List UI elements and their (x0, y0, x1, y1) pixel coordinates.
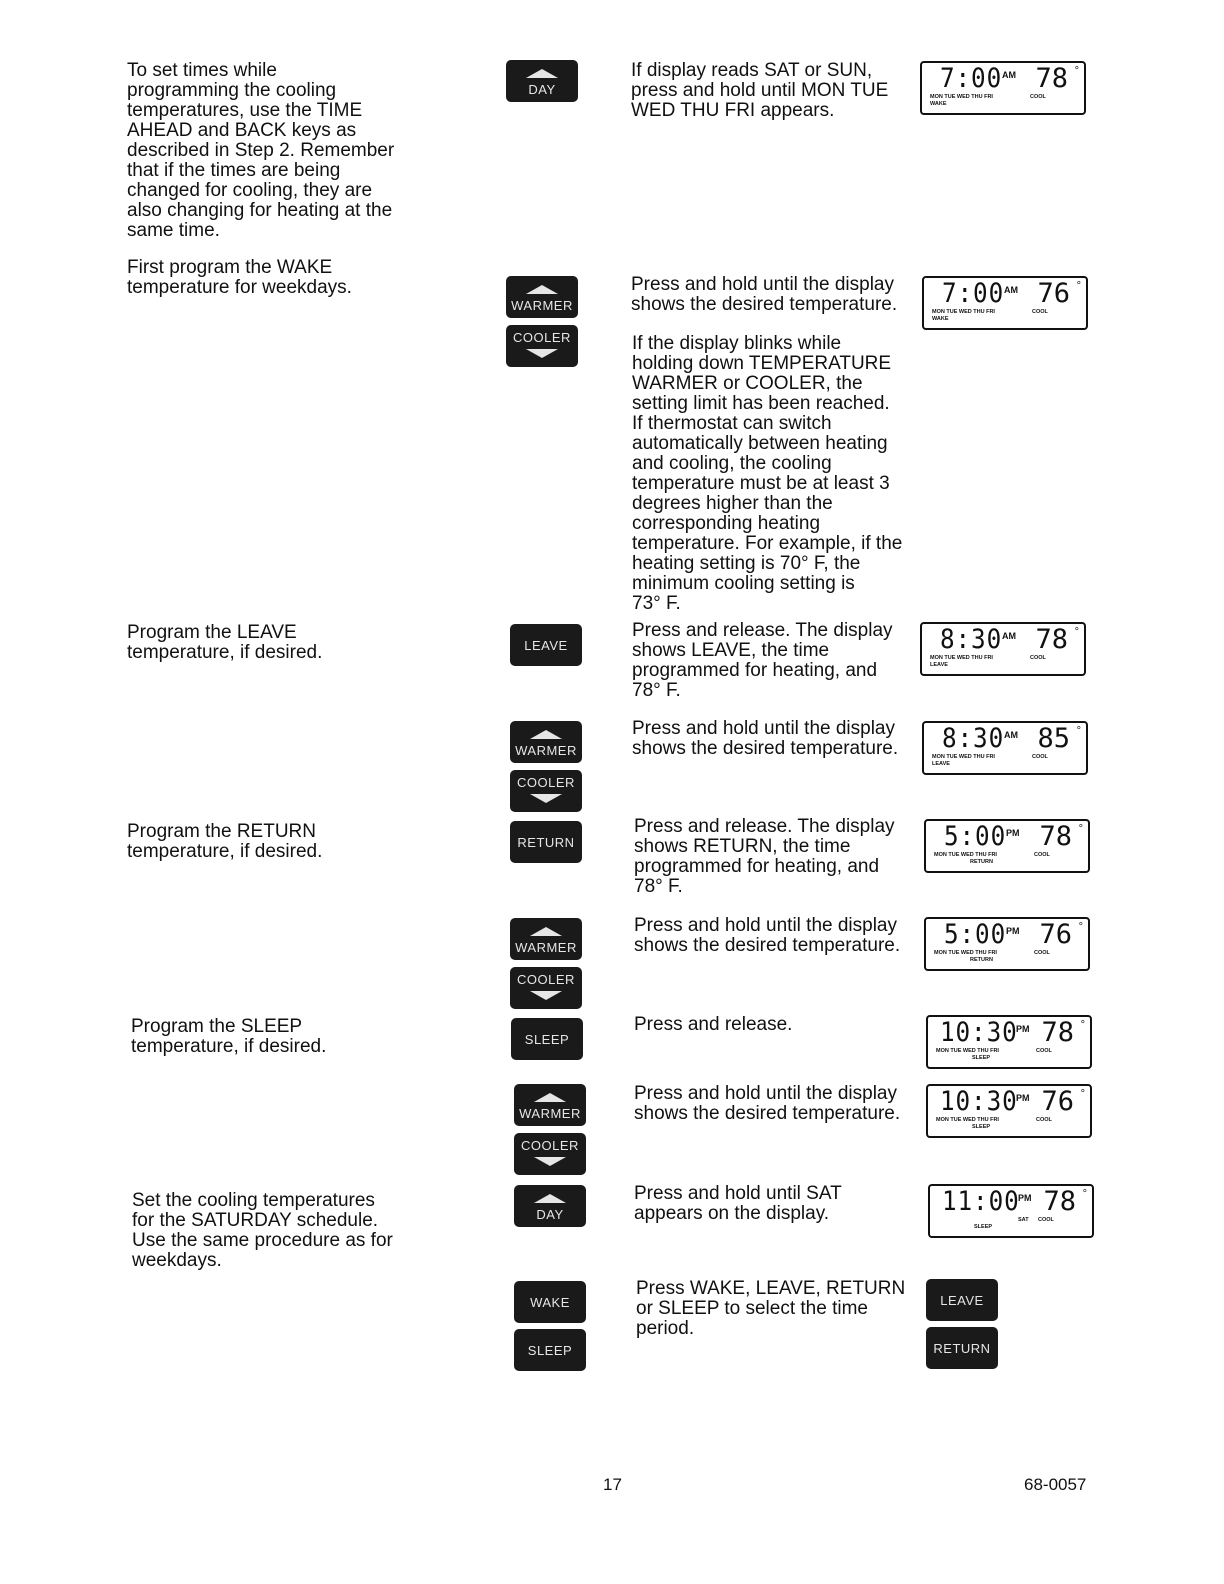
thermostat-display (920, 61, 1086, 115)
instruction-hold-temp: Press and hold until the display shows the desired temperature. (634, 1083, 901, 1124)
display-temp: 85 (1037, 723, 1070, 754)
display-time: 7:00 (942, 278, 1005, 309)
degree-icon: ° (1080, 1019, 1085, 1031)
display-temp: 76 (1041, 1086, 1074, 1117)
instruction-blink-note: If the display blinks while holding down TEMPERATURE WARMER or COOLER, the setting limit has been reached. If thermostat can switch automatically between heating and cooling, the cooling temperature must be at least 3 degrees higher than the corresponding heating temperature. For example, if the heating setting is 70° F, the minimum cooling setting is 73° F. (632, 333, 903, 614)
degree-icon: ° (1076, 280, 1081, 292)
display-time: 7:00 (940, 63, 1003, 94)
thermostat-display (924, 917, 1090, 971)
display-temp: 76 (1037, 278, 1070, 309)
display-ampm: PM (1016, 1093, 1030, 1103)
instruction-sleep: Program the SLEEP temperature, if desired. (131, 1016, 327, 1057)
wake-key: WAKE (514, 1281, 586, 1323)
display-temp: 76 (1039, 919, 1072, 950)
day-key: DAY (514, 1185, 586, 1227)
display-temp: 78 (1039, 821, 1072, 852)
display-time: 11:00 (942, 1186, 1020, 1217)
instruction-return: Program the RETURN temperature, if desired. (127, 821, 323, 862)
down-arrow-icon (530, 991, 562, 1000)
return-key: RETURN (926, 1327, 998, 1369)
display-mode: COOL (1030, 655, 1046, 661)
display-period: SLEEP (972, 1124, 991, 1130)
sleep-key: SLEEP (511, 1018, 583, 1060)
degree-icon: ° (1076, 725, 1081, 737)
instruction-leave: Program the LEAVE temperature, if desired. (127, 622, 323, 663)
display-period: WAKE (930, 101, 947, 107)
cooler-key: COOLER (510, 770, 582, 812)
up-arrow-icon (526, 285, 558, 294)
degree-icon: ° (1080, 1088, 1085, 1100)
instruction-saturday: Set the cooling temperatures for the SATURDAY schedule. Use the same procedure as for weekdays. (132, 1190, 393, 1271)
cooler-key: COOLER (510, 967, 582, 1009)
display-mode: COOL (1034, 852, 1050, 858)
thermostat-display (922, 721, 1088, 775)
instruction-hold-temp: Press and hold until the display shows the desired temperature. (632, 718, 899, 759)
degree-icon: ° (1082, 1188, 1087, 1200)
down-arrow-icon (526, 349, 558, 358)
display-days: SAT (1018, 1217, 1029, 1223)
cooler-key: COOLER (514, 1133, 586, 1175)
thermostat-display (926, 1015, 1092, 1069)
display-period: SLEEP (972, 1055, 991, 1061)
display-temp: 78 (1043, 1186, 1076, 1217)
display-time: 10:30 (940, 1017, 1018, 1048)
degree-icon: ° (1078, 823, 1083, 835)
display-period: RETURN (970, 859, 993, 865)
instruction-day-hold: If display reads SAT or SUN, press and hold until MON TUE WED THU FRI appears. (631, 60, 889, 121)
display-time: 5:00 (944, 821, 1007, 852)
display-days: MON TUE WED THU FRI (936, 1117, 999, 1123)
thermostat-display (922, 276, 1088, 330)
display-time: 10:30 (940, 1086, 1018, 1117)
display-ampm: AM (1004, 285, 1018, 295)
document-number: 68-0057 (1024, 1475, 1087, 1494)
sleep-key: SLEEP (514, 1329, 586, 1371)
thermostat-display (924, 819, 1090, 873)
display-time: 8:30 (940, 624, 1003, 655)
display-temp: 78 (1035, 63, 1068, 94)
display-period: RETURN (970, 957, 993, 963)
display-days: MON TUE WED THU FRI (932, 309, 995, 315)
display-mode: COOL (1032, 309, 1048, 315)
instruction-sleep-release: Press and release. (634, 1014, 793, 1035)
display-mode: COOL (1038, 1217, 1054, 1223)
display-days: MON TUE WED THU FRI (930, 655, 993, 661)
display-days: MON TUE WED THU FRI (934, 950, 997, 956)
warmer-key: WARMER (506, 276, 578, 318)
display-temp: 78 (1035, 624, 1068, 655)
display-days: MON TUE WED THU FRI (936, 1048, 999, 1054)
degree-icon: ° (1074, 626, 1079, 638)
degree-icon: ° (1074, 65, 1079, 77)
down-arrow-icon (534, 1157, 566, 1166)
day-key: DAY (506, 60, 578, 102)
display-ampm: PM (1006, 828, 1020, 838)
instruction-sat-hold: Press and hold until SAT appears on the display. (634, 1183, 842, 1224)
degree-icon: ° (1078, 921, 1083, 933)
warmer-key: WARMER (510, 918, 582, 960)
down-arrow-icon (530, 794, 562, 803)
up-arrow-icon (530, 927, 562, 936)
instruction-hold-temp: Press and hold until the display shows the desired temperature. (631, 274, 898, 315)
display-days: MON TUE WED THU FRI (934, 852, 997, 858)
display-temp: 78 (1041, 1017, 1074, 1048)
instruction-leave-release: Press and release. The display shows LEAVE, the time programmed for heating, and 78° F. (632, 620, 893, 701)
instruction-set-times: To set times while programming the cooling temperatures, use the TIME AHEAD and BACK keys as described in Step 2. Remember that if the times are being changed for cooling, they are also changing for heating at the same time. (127, 60, 395, 241)
warmer-key: WARMER (514, 1084, 586, 1126)
display-period: WAKE (932, 316, 949, 322)
display-ampm: PM (1016, 1024, 1030, 1034)
display-mode: COOL (1036, 1117, 1052, 1123)
thermostat-display (920, 622, 1086, 676)
page-number: 17 (603, 1475, 622, 1494)
display-period: LEAVE (932, 761, 950, 767)
instruction-wake: First program the WAKE temperature for weekdays. (127, 257, 352, 298)
display-period: SLEEP (974, 1224, 993, 1230)
instruction-hold-temp: Press and hold until the display shows the desired temperature. (634, 915, 901, 956)
display-ampm: AM (1002, 70, 1016, 80)
up-arrow-icon (534, 1194, 566, 1203)
display-mode: COOL (1030, 94, 1046, 100)
display-period: LEAVE (930, 662, 948, 668)
display-mode: COOL (1034, 950, 1050, 956)
display-ampm: PM (1018, 1193, 1032, 1203)
cooler-key: COOLER (506, 325, 578, 367)
return-key: RETURN (510, 821, 582, 863)
display-time: 5:00 (944, 919, 1007, 950)
display-time: 8:30 (942, 723, 1005, 754)
display-mode: COOL (1032, 754, 1048, 760)
display-days: MON TUE WED THU FRI (932, 754, 995, 760)
up-arrow-icon (526, 69, 558, 78)
display-ampm: PM (1006, 926, 1020, 936)
instruction-return-release: Press and release. The display shows RETURN, the time programmed for heating, and 78° F. (634, 816, 895, 897)
display-ampm: AM (1002, 631, 1016, 641)
up-arrow-icon (530, 730, 562, 739)
leave-key: LEAVE (510, 624, 582, 666)
warmer-key: WARMER (510, 721, 582, 763)
leave-key: LEAVE (926, 1279, 998, 1321)
display-mode: COOL (1036, 1048, 1052, 1054)
thermostat-display (926, 1084, 1092, 1138)
up-arrow-icon (534, 1093, 566, 1102)
instruction-select-period: Press WAKE, LEAVE, RETURN or SLEEP to select the time period. (636, 1278, 906, 1339)
display-ampm: AM (1004, 730, 1018, 740)
thermostat-display (928, 1184, 1094, 1238)
display-days: MON TUE WED THU FRI (930, 94, 993, 100)
